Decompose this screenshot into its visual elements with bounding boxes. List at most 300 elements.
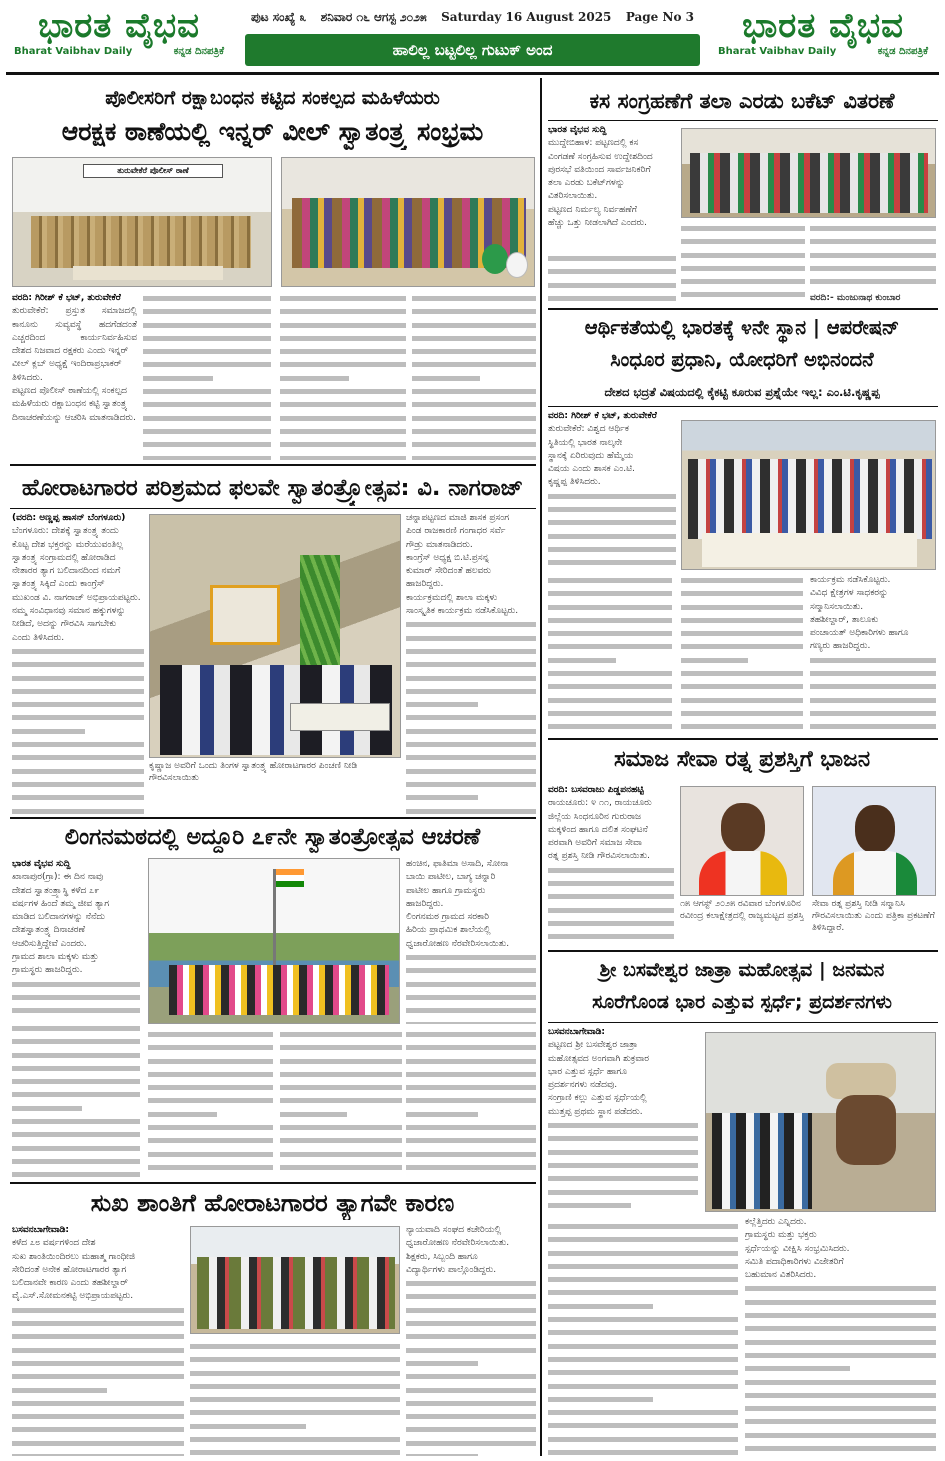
text-bar <box>406 649 536 654</box>
text-bar <box>12 1008 140 1013</box>
text-line-placeholder <box>148 1081 273 1094</box>
linganamath-lines <box>12 871 140 977</box>
text-line-placeholder <box>548 640 672 653</box>
section-divider <box>548 308 938 310</box>
text-bar <box>12 1427 184 1432</box>
text-bar <box>12 662 144 667</box>
text-line-placeholder <box>148 1148 273 1161</box>
body-line: ಬಲಿದಾನವೇ ಕಾರಣ ಎಂದು ತಹಶೀಲ್ದಾರ್ <box>12 1278 128 1289</box>
text-bar <box>406 1032 536 1037</box>
text-line-placeholder <box>406 978 536 991</box>
text-bar <box>406 1112 478 1117</box>
body-line: ಮುತ್ತಪ್ಪ ಪ್ರಥಮ ಸ್ಥಾನ ಪಡೆದರು. <box>548 1106 643 1117</box>
text-bar <box>143 402 271 407</box>
text-line-placeholder <box>12 1450 184 1456</box>
police-photo-1 <box>12 157 272 287</box>
text-line-placeholder <box>143 438 271 451</box>
text-line-placeholder <box>280 319 406 332</box>
text-bar <box>745 1406 936 1411</box>
stage-group <box>688 459 932 539</box>
award-caption-2: ಸೇವಾ ರತ್ನ ಪ್ರಶಸ್ತಿ ನೀಡಿ ಸನ್ಮಾನಿಸಿ ಗೌರವಿಸಲಾಯಿತು ಎಂದು ಪತ್ರಿಕಾ ಪ್ರಕಟಣೆಗೆ ತಿಳಿಸಿದ್ದಾರೆ. <box>812 899 935 933</box>
text-line-placeholder <box>406 1344 536 1357</box>
award-dateline: ವರದಿ: ಬಸವರಾಜು ಪಿಡ್ಡಪನಹಟ್ಟಿ <box>548 785 644 795</box>
text-bar <box>412 416 536 421</box>
text-line-placeholder <box>280 1081 402 1094</box>
body-line: ಶಿಕ್ಷಕರು, ಸಿಬ್ಬಂದಿ ಹಾಗೂ <box>406 1251 478 1262</box>
text-line-placeholder <box>745 1322 936 1335</box>
text-line-placeholder <box>406 1410 536 1423</box>
text-line-placeholder <box>12 1423 184 1436</box>
text-line-placeholder <box>810 654 936 667</box>
text-line-placeholder <box>810 275 936 288</box>
text-bar <box>548 711 672 716</box>
body-line: ಮುಖಂಡ ವಿ. ನಾಗರಾಜ್ ಅಭಿಪ್ರಾಯಪಟ್ಟರು. <box>12 592 141 603</box>
sukha-dateline: ಬಸವನಬಾಗೇವಾಡಿ: <box>12 1225 70 1235</box>
text-line-placeholder <box>745 1415 936 1428</box>
text-line-placeholder <box>143 358 271 371</box>
text-bar <box>548 934 674 939</box>
body-line: ಪುರಸಭೆ ವತಿಯಿಂದ ಸಾರ್ವಜನಿಕರಿಗೆ <box>548 164 651 175</box>
award-headline: ಸಮಾಜ ಸೇವಾ ರತ್ನ ಪ್ರಶಸ್ತಿಗೆ ಭಾಜನ <box>613 747 871 772</box>
text-bar <box>190 1437 400 1442</box>
text-bar <box>406 1454 478 1456</box>
text-line-placeholder <box>745 1362 936 1375</box>
kasa-photo <box>681 128 936 218</box>
text-line-placeholder <box>412 372 536 385</box>
filler-lines <box>681 574 803 734</box>
text-line-placeholder <box>280 332 406 345</box>
kasa-lines <box>548 137 676 230</box>
text-line-placeholder <box>280 425 406 438</box>
body-line: ಪಾಟೀಲ ಹಾಗೂ ಗ್ರಾಮಸ್ಥರು <box>406 885 486 896</box>
plant <box>300 555 340 665</box>
text-line-placeholder <box>12 1128 140 1141</box>
linganamath-bottom-col1 <box>12 1022 140 1178</box>
text-line-placeholder <box>681 574 803 587</box>
text-bar <box>12 1308 184 1313</box>
masthead-sub-kn: ಕನ್ನಡ ದಿನಪತ್ರಿಕೆ <box>173 46 224 57</box>
text-bar <box>548 269 676 274</box>
text-bar <box>745 1393 936 1398</box>
filler-lines <box>12 1304 184 1456</box>
text-line-placeholder <box>190 1340 400 1353</box>
award-photo-2 <box>812 786 936 896</box>
text-bar <box>412 362 536 367</box>
body-line: ಗ್ರಾಮದ ಶಾಲಾ ಮಕ್ಕಳು ಮತ್ತು <box>12 952 99 963</box>
text-line-placeholder <box>406 725 536 738</box>
stage-table <box>702 533 917 567</box>
text-line-placeholder <box>190 1406 400 1419</box>
text-bar <box>548 1277 738 1282</box>
text-bar <box>412 456 536 460</box>
sukha-headline: ಸುಖ ಶಾಂತಿಗೆ ಹೋರಾಟಗಾರರ ತ್ಯಾಗವೇ ಕಾರಣ <box>90 1189 455 1217</box>
text-line-placeholder <box>280 1148 402 1161</box>
filler-lines <box>548 252 676 304</box>
text-bar <box>12 1132 140 1137</box>
text-line-placeholder <box>406 1330 536 1343</box>
text-line-placeholder <box>280 385 406 398</box>
text-bar <box>406 1152 536 1157</box>
text-line-placeholder <box>548 654 672 667</box>
text-line-placeholder <box>406 711 536 724</box>
text-line-placeholder <box>406 1055 536 1068</box>
body-line: ಪ್ರದರ್ಶನಗಳು ನಡೆದವು. <box>548 1080 618 1091</box>
freedom-caption: ಕೃಷ್ಣಾಜ ಅವರಿಗೆ ಒಂದು ತಿಂಗಳ ಸ್ವಾತಂತ್ರ್ಯ ಹೋರಾಟಗಾರರ ಪಿಂಚಣಿ ನೀಡಿ ಗೌರವಿಸಲಾಯಿತು <box>149 761 358 783</box>
text-line-placeholder <box>406 1437 536 1450</box>
body-line: ತಿಳಿಸಿದರು. <box>12 372 43 383</box>
body-line: ಸೇರಿದಂತೆ ಅನೇಕ ಹೋರಾಟಗಾರರ ತ್ಯಾಗ <box>12 1264 127 1275</box>
text-line-placeholder <box>280 1161 402 1174</box>
text-line-placeholder <box>681 720 803 733</box>
text-line-placeholder <box>548 1446 738 1456</box>
text-bar <box>280 323 406 328</box>
text-bar <box>745 1380 936 1385</box>
text-bar <box>406 1374 536 1379</box>
text-bar <box>681 591 803 596</box>
text-line-placeholder <box>406 1161 536 1174</box>
text-bar <box>148 1045 273 1050</box>
text-bar <box>280 389 406 394</box>
text-bar <box>810 711 936 716</box>
text-line-placeholder <box>280 452 406 460</box>
jatra-headline-2: ಸೂರೆಗೊಂಡ ಭಾರ ಎತ್ತುವ ಸ್ಪರ್ಧೆ; ಪ್ರದರ್ಶನಗಳು <box>592 991 892 1013</box>
text-line-placeholder <box>412 345 536 358</box>
text-line-placeholder <box>548 574 672 587</box>
text-line-placeholder <box>406 672 536 685</box>
text-line-placeholder <box>548 614 672 627</box>
text-line-placeholder <box>280 412 406 425</box>
police-kicker: ಪೊಲೀಸರಿಗೆ ರಕ್ಷಾಬಂಧನ ಕಟ್ಟಿದ ಸಂಕಲ್ಪದ ಮಹಿಳೆಯರು <box>105 87 440 109</box>
text-bar <box>548 1330 738 1335</box>
text-bar <box>12 1454 184 1456</box>
freedom-col2-lines <box>406 512 536 618</box>
text-line-placeholder <box>810 249 936 262</box>
portrait-shirt <box>699 851 787 896</box>
body-line: ಹೆಚ್ಚು ಒತ್ತು ನೀಡಲಾಗಿದೆ ಎಂದರು. <box>548 218 648 229</box>
text-bar <box>406 1085 536 1090</box>
text-bar <box>548 494 676 499</box>
text-line-placeholder <box>548 1273 738 1286</box>
text-bar <box>681 658 748 663</box>
text-bar <box>548 1123 698 1128</box>
text-bar <box>406 755 536 760</box>
body-line: ಮುದ್ದೇಬಿಹಾಳ: ಪಟ್ಟಣದಲ್ಲಿ ಕಸ <box>548 138 639 149</box>
sukha-lines <box>12 1237 184 1303</box>
text-bar <box>412 389 536 394</box>
filler-lines <box>406 618 536 814</box>
text-line-placeholder <box>406 778 536 791</box>
text-line-placeholder <box>12 991 140 1004</box>
filler-lines <box>190 1340 400 1456</box>
text-bar <box>143 336 271 341</box>
text-line-placeholder <box>810 680 936 693</box>
text-bar <box>681 644 803 649</box>
text-line-placeholder <box>548 1286 738 1299</box>
text-line-placeholder <box>280 438 406 451</box>
text-bar <box>810 226 936 231</box>
text-bar <box>548 578 672 583</box>
text-bar <box>548 1203 631 1208</box>
economy-photo <box>681 420 936 570</box>
body-line: ನ್ಯಾಯವಾದಿ ಸಂಘದ ಕಚೇರಿಯಲ್ಲಿ <box>406 1225 502 1235</box>
text-line-placeholder <box>681 288 805 301</box>
text-line-placeholder <box>548 556 676 569</box>
text-bar <box>148 1125 273 1130</box>
body-line: ರತ್ನ ಪ್ರಶಸ್ತಿ ನೀಡಿ ಗೌರವಿಸಲಾಯಿತು. <box>548 851 650 862</box>
text-bar <box>12 1039 140 1044</box>
text-line-placeholder <box>745 1296 936 1309</box>
kasa-dateline: ಭಾರತ ವೈಭವ ಸುದ್ದಿ <box>548 125 607 135</box>
linganamath-bottom-col2 <box>148 1028 273 1178</box>
text-bar <box>143 389 271 394</box>
text-bar <box>810 658 936 663</box>
text-line-placeholder <box>12 1168 140 1178</box>
text-line-placeholder <box>548 667 672 680</box>
text-bar <box>12 1441 184 1446</box>
portrait-frame <box>210 585 280 645</box>
text-bar <box>406 742 536 747</box>
text-bar <box>412 296 536 301</box>
text-bar <box>406 662 536 667</box>
text-bar <box>12 715 144 720</box>
text-line-placeholder <box>681 654 803 667</box>
text-line-placeholder <box>12 1142 140 1155</box>
text-line-placeholder <box>406 645 536 658</box>
text-line-placeholder <box>12 1344 184 1357</box>
text-line-placeholder <box>548 1199 698 1212</box>
police-body-col2 <box>143 292 271 460</box>
text-line-placeholder <box>681 249 805 262</box>
text-line-placeholder <box>406 1094 536 1107</box>
masthead-sub-kn: ಕನ್ನಡ ದಿನಪತ್ರಿಕೆ <box>877 46 928 57</box>
text-bar <box>681 239 805 244</box>
kasa-body-col2 <box>681 222 805 304</box>
text-bar <box>12 1388 107 1393</box>
body-line: ಸ್ಥಿತಿಯಲ್ಲಿ ಭಾರತ ನಾಲ್ಕನೇ <box>548 437 623 448</box>
text-line-placeholder <box>143 305 271 318</box>
text-line-placeholder <box>548 1300 738 1313</box>
text-bar <box>681 671 803 676</box>
text-bar <box>548 658 616 663</box>
text-bar <box>548 256 676 261</box>
lifter <box>836 1095 896 1165</box>
text-bar <box>548 1397 653 1402</box>
text-line-placeholder <box>548 707 672 720</box>
text-bar <box>745 1366 850 1371</box>
text-bar <box>280 1165 402 1170</box>
text-bar <box>406 1281 536 1286</box>
text-bar <box>12 729 85 734</box>
sack <box>826 1063 896 1099</box>
kasa-headline: ಕಸ ಸಂಗ್ರಹಣೆಗೆ ತಲಾ ಎರಡು ಬಕೆಟ್ ವಿತರಣೆ <box>589 89 895 113</box>
body-line: ಕಾರ್ಯಕ್ರಮದಲ್ಲಿ ಶಾಲಾ ಮಕ್ಕಳು <box>406 592 498 603</box>
text-line-placeholder <box>548 1326 738 1339</box>
linganamath-photo <box>148 858 400 1024</box>
text-line-placeholder <box>406 1028 536 1041</box>
text-line-placeholder <box>548 1172 698 1185</box>
police-headline: ಆರಕ್ಷಕ ಠಾಣೆಯಲ್ಲಿ ಇನ್ನರ್ ವೀಲ್ ಸ್ವಾತಂತ್ರ್ಯ ಸಂಭ್ರಮ <box>61 117 484 146</box>
text-bar <box>148 1112 217 1117</box>
officials-group <box>197 1257 395 1329</box>
jatra-col2-lines <box>745 1216 936 1282</box>
text-bar <box>280 309 406 314</box>
text-bar <box>12 1079 140 1084</box>
filler-lines <box>406 951 536 1024</box>
body-line: ಹಾಜರಿದ್ದರು. <box>406 898 444 909</box>
text-line-placeholder <box>280 1121 402 1134</box>
text-line-placeholder <box>406 751 536 764</box>
text-line-placeholder <box>12 1437 184 1450</box>
text-line-placeholder <box>190 1393 400 1406</box>
text-bar <box>280 1072 402 1077</box>
kannada-date: ಶನಿವಾರ ೧೬ ಆಗಸ್ಟ ೨೦೨೫ <box>320 9 427 24</box>
body-line: ಸ್ವಾತಂತ್ರ್ಯ ಸಂಗ್ರಾಮದಲ್ಲಿ ಹೋರಾಡಿದ <box>12 552 116 563</box>
text-bar <box>12 1361 184 1366</box>
linganamath-col2-lines <box>406 858 536 951</box>
balloon-white <box>506 252 528 278</box>
filler-lines <box>810 654 936 734</box>
jatra-dateline: ಬಸವನಬಾಗೇವಾಡಿ: <box>548 1027 606 1037</box>
filler-lines <box>280 292 406 460</box>
text-bar <box>406 715 536 720</box>
text-line-placeholder <box>148 1108 273 1121</box>
text-line-placeholder <box>143 385 271 398</box>
text-line-placeholder <box>412 358 536 371</box>
text-bar <box>548 881 674 886</box>
text-line-placeholder <box>681 235 805 248</box>
text-line-placeholder <box>548 503 676 516</box>
text-line-placeholder <box>548 1419 738 1432</box>
text-line-placeholder <box>143 372 271 385</box>
filler-lines <box>548 1220 738 1456</box>
text-bar <box>745 1446 936 1451</box>
text-line-placeholder <box>148 1094 273 1107</box>
text-bar <box>810 684 936 689</box>
text-bar <box>190 1357 400 1362</box>
text-line-placeholder <box>12 1397 184 1410</box>
text-line-placeholder <box>412 292 536 305</box>
text-line-placeholder <box>548 543 676 556</box>
text-line-placeholder <box>406 1174 536 1178</box>
text-bar <box>280 1098 402 1103</box>
text-line-placeholder <box>406 1357 536 1370</box>
police-body-col4 <box>412 292 536 460</box>
section-divider <box>10 817 536 819</box>
text-line-placeholder <box>548 890 674 903</box>
text-line-placeholder <box>12 1115 140 1128</box>
body-line: ಗೌಡ್ರು ಮಾತನಾಡಿದರು. <box>406 539 473 550</box>
body-line: ಕಲ್ಲೆತ್ತಿದರು ಎನ್ನಿದರು. <box>745 1217 807 1227</box>
filler-lines <box>143 292 271 460</box>
body-line: ಎಚ್ಚರದಿಂದ ಕಾರ್ಯನಿರ್ವಹಿಸುವ <box>12 332 137 343</box>
text-line-placeholder <box>12 1075 140 1088</box>
text-line-placeholder <box>280 1068 402 1081</box>
text-bar <box>12 649 144 654</box>
text-bar <box>548 724 672 729</box>
photo-table <box>73 266 223 280</box>
body-line: ಹಾಜರಿದ್ದರು. <box>406 579 444 590</box>
text-bar <box>406 1401 536 1406</box>
text-line-placeholder <box>548 864 674 877</box>
section-divider <box>10 508 536 509</box>
text-line-placeholder <box>406 685 536 698</box>
text-line-placeholder <box>810 262 936 275</box>
text-bar <box>810 698 936 703</box>
text-bar <box>681 724 803 729</box>
distribution-group <box>690 153 928 213</box>
text-line-placeholder <box>148 1028 273 1041</box>
body-line: ಕಾನೂನು ಸುವ್ಯವಸ್ಥೆ ಹದಗೆಡದಂತೆ <box>12 319 137 330</box>
linganamath-bottom-col4 <box>406 1028 536 1178</box>
text-bar <box>406 1441 536 1446</box>
section-divider <box>548 1022 938 1023</box>
body-line: ಕುಮಾರ್ ಸೇರಿದಂತೆ ಹಲವರು <box>406 566 491 577</box>
text-bar <box>143 429 271 434</box>
body-line: ಮಹಿಳೆಯರು ರಕ್ಷಾಬಂಧನ ಕಟ್ಟಿ ಸ್ವಾತಂತ್ರ್ಯ <box>12 399 128 410</box>
text-line-placeholder <box>406 1304 536 1317</box>
sukha-body-col3 <box>406 1224 536 1456</box>
filler-lines <box>548 1119 698 1216</box>
body-line: ಗ್ರಾಮಸ್ಥರು ಹಾಜರಿದ್ದರು. <box>12 965 83 976</box>
issue-number: ಪುಟ ಸಂಖ್ಯೆ ೩ <box>251 9 307 24</box>
text-bar <box>12 1334 184 1339</box>
text-line-placeholder <box>143 452 271 460</box>
text-line-placeholder <box>280 1055 402 1068</box>
text-bar <box>406 676 536 681</box>
text-bar <box>190 1424 306 1429</box>
text-bar <box>12 1146 140 1151</box>
text-line-placeholder <box>406 1068 536 1081</box>
text-bar <box>148 1085 273 1090</box>
text-line-placeholder <box>548 1247 738 1260</box>
text-line-placeholder <box>406 1148 536 1161</box>
text-bar <box>406 1008 536 1013</box>
text-line-placeholder <box>548 252 676 265</box>
text-line-placeholder <box>548 694 672 707</box>
text-line-placeholder <box>745 1429 936 1442</box>
text-line-placeholder <box>143 425 271 438</box>
text-bar <box>810 253 936 258</box>
text-bar <box>681 698 803 703</box>
text-bar <box>681 605 803 610</box>
text-bar <box>406 1308 536 1313</box>
text-line-placeholder <box>148 1121 273 1134</box>
text-line-placeholder <box>548 877 674 890</box>
text-bar <box>412 442 536 447</box>
banner <box>290 703 390 731</box>
filler-lines <box>406 1277 536 1456</box>
text-bar <box>406 769 536 774</box>
body-line: ವಿವಿಧ ಕ್ಷೇತ್ರಗಳ ಸಾಧಕರನ್ನು <box>810 588 889 599</box>
text-bar <box>406 955 536 960</box>
masthead-sub-en: Bharat Vaibhav Daily <box>14 46 133 57</box>
body-line: ವರ್ಷಗಳ ಹಿಂದೆ ತಮ್ಮ ಜೀವ ತ್ಯಾಗ <box>12 898 110 909</box>
body-line: ಬೆಂಗಳೂರು: ದೇಶಕ್ಕೆ ಸ್ವಾತಂತ್ರ್ಯ ತಂದು <box>12 526 119 537</box>
text-line-placeholder <box>745 1455 936 1456</box>
filler-lines <box>548 864 674 946</box>
text-line-placeholder <box>406 1317 536 1330</box>
masthead-divider <box>6 72 939 75</box>
text-line-placeholder <box>406 1384 536 1397</box>
text-line-placeholder <box>12 765 144 778</box>
text-bar <box>681 578 803 583</box>
text-bar <box>810 239 936 244</box>
text-line-placeholder <box>143 398 271 411</box>
text-bar <box>548 283 676 288</box>
portrait-shirt <box>833 851 917 896</box>
text-line-placeholder <box>12 658 144 671</box>
text-bar <box>406 968 536 973</box>
